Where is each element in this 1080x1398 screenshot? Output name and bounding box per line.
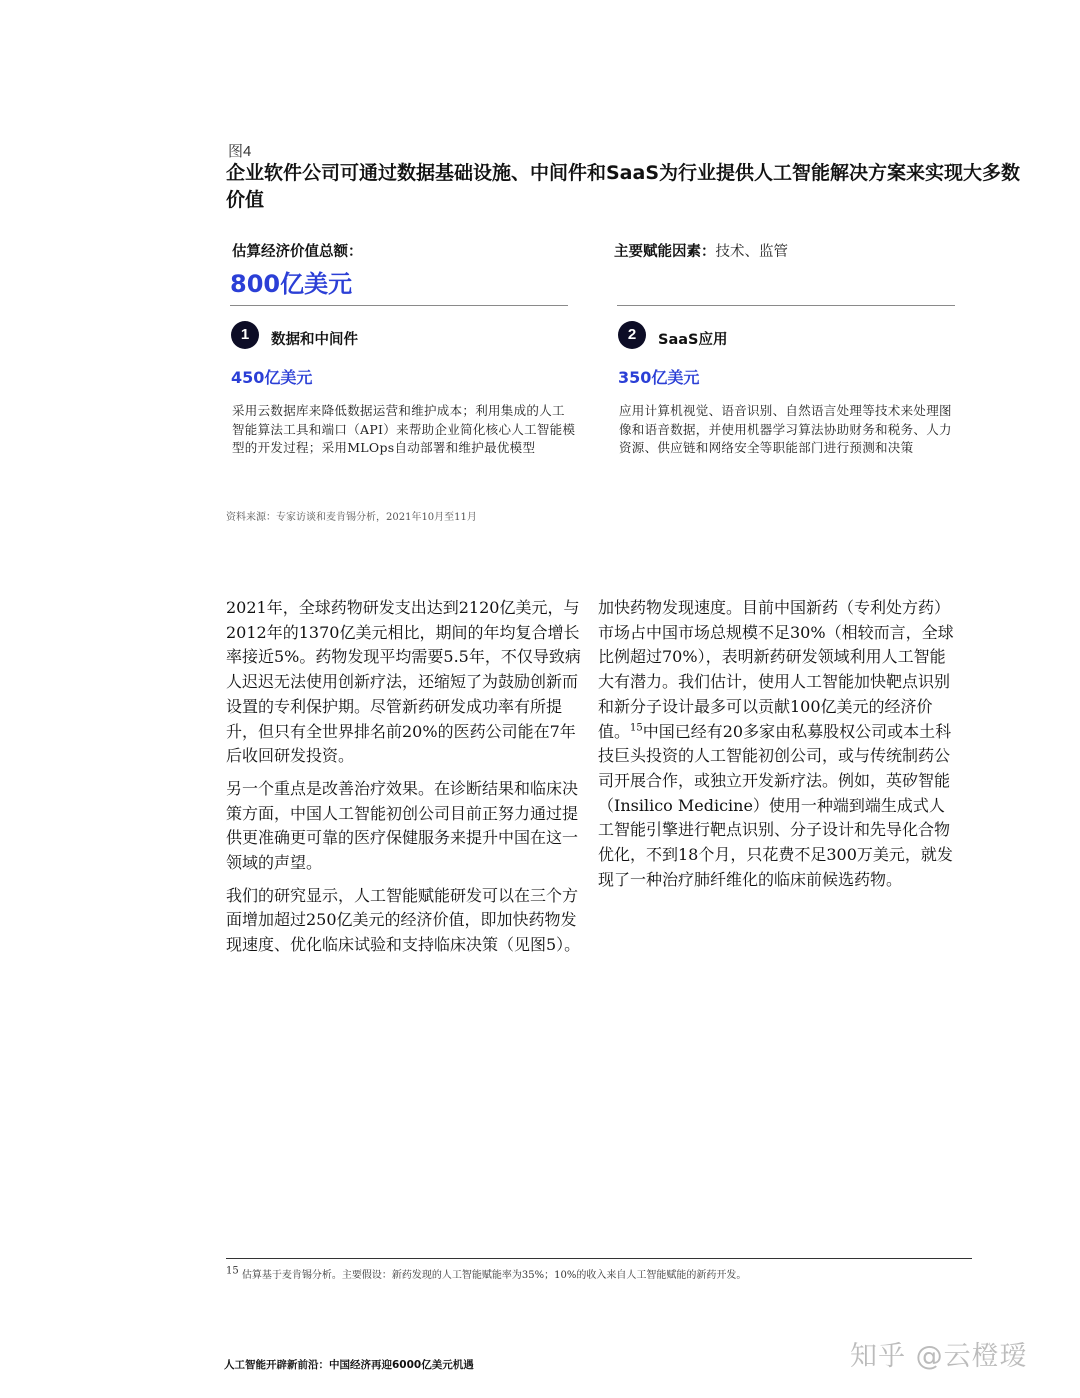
segment-number-badge: 1 xyxy=(231,321,259,349)
footnote-divider xyxy=(226,1258,972,1259)
footnote xyxy=(226,1266,746,1281)
paragraph-text: 中国已经有20多家由私募股权公司或本土科技巨头投资的人工智能初创公司，或与传统制药公司开展合作，或独立开发新疗法。例如，英矽智能（Insilico Medicine）使用一种端到端生成式人工智能引擎进行靶点识别、分子设计和先导化合物优化，不到18个月，只花费不足300万美元，就发现了一种治疗肺纤维化的临床前候选药物。 xyxy=(598,721,953,889)
figure-source: 资料来源：专家访谈和麦肯锡分析，2021年10月至11月 xyxy=(226,512,477,523)
segment-description: 采用云数据库来降低数据运营和维护成本；利用集成的人工智能算法工具和端口（API）来帮助企业简化核心人工智能模型的开发过程；采用MLOps自动部署和维护最优模型 xyxy=(232,403,576,455)
figure-label: 图4 xyxy=(228,143,252,160)
footnote-reference[interactable]: 15 xyxy=(630,722,643,734)
paragraph-text: 加快药物发现速度。目前中国新药（专利处方药）市场占中国市场总规模不足30%（相较而言，全球比例超过70%），表明新药研发领域利用人工智能大有潜力。我们估计，使用人工智能加快靶点识别和新分子设计最多可以贡献100亿美元的经济价值。 xyxy=(598,598,954,741)
segment-name: 数据和中间件 xyxy=(271,332,358,348)
divider-right xyxy=(617,305,955,306)
page-footer: 人工智能开辟新前沿：中国经济再迎6000亿美元机遇 xyxy=(224,1359,474,1371)
paragraph xyxy=(598,596,958,892)
total-value-label: 估算经济价值总额： xyxy=(232,244,363,260)
key-drivers-value: 技术、监管 xyxy=(715,244,788,260)
segment-value: 350亿美元 xyxy=(618,368,700,387)
body-column-left xyxy=(226,596,586,958)
total-value: 800亿美元 xyxy=(230,270,353,298)
figure-title: 企业软件公司可通过数据基础设施、中间件和SaaS为行业提供人工智能解决方案来实现大多数价值 xyxy=(226,162,1021,211)
footnote-text: 估算基于麦肯锡分析。主要假设：新药发现的人工智能赋能率为35%；10%的收入来自人工智能赋能的新药开发。 xyxy=(241,1270,747,1281)
segment-description: 应用计算机视觉、语音识别、自然语言处理等技术来处理图像和语音数据，并使用机器学习算法协助财务和税务、人力资源、供应链和网络安全等职能部门进行预测和决策 xyxy=(619,403,952,455)
segment-name: SaaS应用 xyxy=(658,332,728,348)
footnote-marker: 15 xyxy=(226,1265,239,1277)
divider-left xyxy=(230,305,568,306)
segment-number-badge: 2 xyxy=(618,321,646,349)
paragraph: 2021年，全球药物研发支出达到2120亿美元，与2012年的1370亿美元相比，期间的年均复合增长率接近5%。药物发现平均需要5.5年，不仅导致病人迟迟无法使用创新疗法，还缩短了为鼓励创新而设置的专利保护期。尽管新药研发成功率有所提升，但只有全世界排名前20%的医药公司能在7年后收回研发投资。 xyxy=(226,598,581,766)
watermark: 知乎 @云橙瑷 xyxy=(850,1341,1028,1372)
segment-value: 450亿美元 xyxy=(231,368,313,387)
paragraph: 另一个重点是改善治疗效果。在诊断结果和临床决策方面，中国人工智能初创公司目前正努力通过提供更准确更可靠的医疗保健服务来提升中国在这一领域的声望。 xyxy=(226,778,579,873)
key-drivers-label: 主要赋能因素： xyxy=(614,244,716,260)
body-column-right xyxy=(598,596,958,892)
paragraph: 我们的研究显示，人工智能赋能研发可以在三个方面增加超过250亿美元的经济价值，即加快药物发现速度、优化临床试验和支持临床决策（见图5）。 xyxy=(226,885,581,955)
key-drivers xyxy=(614,240,788,261)
